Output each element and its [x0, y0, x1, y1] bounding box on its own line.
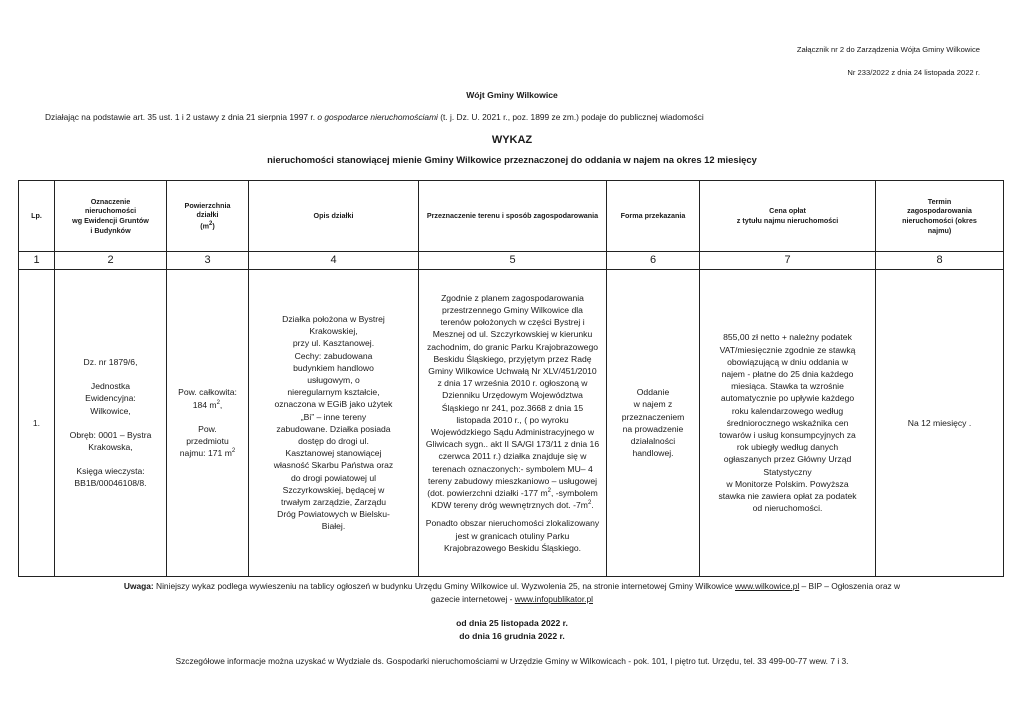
- col-description-header: Opis działki: [249, 181, 419, 252]
- cell-line: terenów położonych w części Bystrej i: [440, 317, 585, 328]
- note-line-2: gazecie internetowej -: [430, 593, 515, 604]
- table-header-row: [19, 181, 1004, 252]
- table-row: [19, 269, 1004, 576]
- area-sup: 2: [216, 399, 220, 406]
- cell-line: przy ul. Kasztanowej.: [292, 338, 375, 349]
- intro-text: [45, 112, 704, 122]
- cell-line: w Monitorze Polskim. Powyższa: [726, 478, 849, 489]
- header-line: z tytułu najmu nieruchomości: [736, 216, 839, 225]
- cell-line: trwałym zarządzie, Zarządu: [280, 497, 387, 508]
- document-title: WYKAZ: [491, 134, 533, 146]
- cell-line: Dróg Powiatowych w Bielsku-: [277, 509, 390, 520]
- column-number: 1: [19, 252, 55, 270]
- cell-line: VAT/miesięcznie zgodnie ze stawką: [719, 344, 856, 355]
- cell-line: Pow.: [198, 423, 217, 434]
- header-unit: [170, 220, 245, 231]
- total-area: 184 $m^2$,: [192, 399, 223, 410]
- cell-line: usługowym, o: [307, 375, 360, 386]
- term-cell: Na 12 miesięcy .: [876, 269, 1004, 576]
- cell-line: miesiąca. Stawka ta wzrośnie: [731, 381, 844, 392]
- column-number: 8: [876, 252, 1004, 270]
- cell-line: Krakowskiej,: [309, 326, 358, 337]
- header-line: Cena opłat: [769, 206, 806, 216]
- column-number: 3: [167, 252, 249, 270]
- col-purpose-header: Przeznaczenie terenu i sposób zagospodarowania: [419, 181, 607, 252]
- cell-line: roku kalendarzowego według: [731, 405, 844, 416]
- header-line: wg Ewidencji Gruntów: [72, 216, 149, 225]
- cell-line: Oddanie: [636, 387, 670, 398]
- cell-line: Obręb: 0001 – Bystra: [69, 429, 152, 440]
- cell-line: na prowadzenie: [622, 423, 684, 434]
- cell-line: Gminy Wilkowice Uchwałą Nr XLV/451/2010: [428, 365, 597, 376]
- plot-number: Dz. nr 1879/6,: [83, 357, 138, 368]
- cell-line: czerwca 2011 r.) działka znajduje się w: [438, 451, 587, 462]
- cell-line: oznaczona w EGiB jako użytek: [274, 399, 393, 410]
- intro-prefix: Działając na podstawie art. 35 ust. 1 i 2 ustawy z dnia 21 sierpnia 1997 r.: [45, 112, 318, 122]
- cell-line: towarów i usług konsumpcyjnych za: [719, 429, 856, 440]
- cell-line: Szczyrkowskiej, będącej w: [282, 484, 385, 495]
- col-designation-header: [55, 181, 167, 252]
- cell-line: przeznaczeniem: [621, 411, 685, 422]
- cell-line: Gliwicach sygn.. akt II SA/Gl 173/11 z dnia 16: [425, 439, 600, 450]
- line-sup: 2: [547, 488, 551, 495]
- header-line: Powierzchnia: [184, 200, 231, 210]
- header-line: i Budynków: [90, 225, 131, 235]
- cell-line: Dzienniku Urzędowym Województwa: [442, 390, 583, 401]
- cell-line: Ewidencyjna:: [85, 393, 136, 404]
- header-line: działki: [196, 210, 219, 220]
- column-number: 2: [55, 252, 167, 270]
- cell-line: do drogi powiatowej ul: [290, 472, 377, 483]
- document-subtitle: nieruchomości stanowiącej mienie Gminy Wilkowice przeznaczonej do oddania w najem na okres 12 miesięcy: [267, 154, 757, 165]
- column-number: 6: [607, 252, 700, 270]
- wilkowice-link[interactable]: www.wilkowice.pl: [735, 581, 800, 591]
- cell-line: jest w granicach otuliny Parku: [455, 530, 570, 541]
- header-line: Oznaczenie: [90, 196, 131, 206]
- cell-line: w najem z: [633, 399, 673, 410]
- cell-line: Wilkowice,: [90, 405, 131, 416]
- date-to: do dnia 16 grudnia 2022 r.: [459, 631, 565, 641]
- cell-line: zachodnim, do granic Parku Krajobrazowego: [426, 341, 598, 352]
- cell-line: Śląskiego nr 241, poz.3668 z dnia 15: [441, 402, 584, 413]
- col-area-header: [167, 181, 249, 252]
- issuer: Wójt Gminy Wilkowice: [466, 90, 558, 100]
- area-cell: [167, 269, 249, 576]
- col-term-header: [876, 181, 1004, 252]
- header-line: najmu): [927, 225, 952, 235]
- description-cell: [249, 269, 419, 576]
- price-cell: [700, 269, 876, 576]
- cell-line: przestrzennego Gminy Wilkowice dla: [442, 304, 583, 315]
- cell-line: Mesznej od ul. Szczyrkowskiej w kierunku: [432, 329, 593, 340]
- cell-line: automatycznie po upływie każdego: [720, 393, 855, 404]
- cell-line: [422, 487, 603, 499]
- cell-line: Działka położona w Bystrej: [282, 314, 385, 325]
- intro-suffix: (t. j. Dz. U. 2021 r., poz. 1899 ze zm.) podaje do publicznej wiadomości: [437, 112, 704, 122]
- line-text: , -symbolem: [550, 487, 598, 498]
- header-line: Termin: [927, 196, 952, 206]
- note-text-2: – BIP – Ogłoszenia oraz w: [799, 581, 901, 591]
- subject-area: [170, 447, 245, 459]
- contact-info: Szczegółowe informacje można uzyskać w Wydziale ds. Gospodarki nieruchomościami w Urzędzie Gminy w Wilkowicach - pok. 101, I piętro tut. Urzędu, tel. 33 499-00-77 wew. 7 i 3.: [175, 656, 849, 666]
- col-form-header: Forma przekazania: [607, 181, 700, 252]
- cell-line: własność Skarbu Państwa oraz: [273, 460, 394, 471]
- cell-line: 855,00 zł netto + należny podatek: [723, 332, 852, 343]
- cell-line: Statystyczny: [763, 466, 812, 477]
- cell-line: obowiązującą w dniu oddania w: [727, 356, 848, 367]
- intro-italic: o gospodarce nieruchomościami: [317, 112, 438, 122]
- cell-line: nieregularnym kształcie,: [287, 387, 380, 398]
- cell-line: Krajobrazowego Beskidu Śląskiego.: [443, 542, 582, 553]
- cell-line: tereny zabudowy mieszkaniowo – usługowej: [427, 475, 598, 486]
- line-text: KDW tereny dróg wewnętrznych dot. -7m: [431, 500, 588, 511]
- area-sup: 2: [231, 448, 236, 455]
- cell-line: rok ubiegły według danych: [736, 442, 839, 453]
- cell-line: Księga wieczysta:: [76, 466, 145, 477]
- header-line: zagospodarowania: [907, 206, 972, 216]
- cell-line: Beskidu Śląskiego, przyjętym przez Radę: [433, 353, 592, 364]
- cell-line: przedmiotu: [186, 435, 229, 446]
- line-text: .: [591, 500, 594, 511]
- property-table: [18, 180, 1004, 577]
- column-number: 7: [700, 252, 876, 270]
- note-paragraph: [30, 580, 994, 605]
- unit-sup: 2: [209, 221, 213, 228]
- cell-line: zabudowane. Działka posiada: [276, 423, 391, 434]
- cell-line: Krakowska,: [88, 442, 133, 453]
- cell-line: Pow. całkowita:: [178, 387, 237, 398]
- cell-line: Jednostka: [90, 381, 131, 392]
- column-number: 4: [249, 252, 419, 270]
- area-value: najmu: 171 m: [179, 448, 232, 459]
- cell-line: budynkiem handlowo: [293, 362, 374, 373]
- area-value: 184 m: [192, 399, 217, 410]
- note-label: Uwaga:: [123, 581, 154, 591]
- cell-line: średniorocznego wskaźnika cen: [726, 417, 849, 428]
- purpose-cell: [419, 269, 607, 576]
- cell-line: działalności: [630, 436, 676, 447]
- cell-line: dostęp do drogi ul.: [298, 436, 369, 447]
- cell-line: Cechy: zabudowana: [294, 350, 373, 361]
- cell-line: Wojewódzkiego Sądu Administracyjnego w: [430, 426, 595, 437]
- cell-line: najem - płatne do 25 dnia każdego: [721, 368, 854, 379]
- form-cell: [607, 269, 700, 576]
- land-register-number: BB1B/00046108/8.: [74, 478, 147, 489]
- designation-cell: [55, 269, 167, 576]
- column-number: 5: [419, 252, 607, 270]
- infopublikator-link[interactable]: www.infopublikator.pl: [514, 593, 593, 604]
- unit-text: (m: [200, 221, 210, 231]
- date-from: od dnia 25 listopada 2022 r.: [456, 618, 568, 628]
- note-text: Niniejszy wykaz podlega wywieszeniu na tablicy ogłoszeń w budynku Urzędu Gminy Wilkowice ul. Wyzwolenia 25, na stronie internetowej Gminy Wilkowice: [153, 581, 735, 591]
- cell-line: ogłaszanych przez Główny Urząd: [723, 454, 852, 465]
- col-lp-header: Lp.: [19, 181, 55, 252]
- line-sup: 2: [587, 500, 592, 507]
- line-text: (dot. powierzchni działki -177 m: [427, 487, 548, 498]
- cell-line: listopada 2010 r., ( po wyroku: [456, 414, 569, 425]
- cell-line: „Bi” – inne tereny: [300, 411, 367, 422]
- cell-line: terenach oznaczonych:- symbolem MU– 4: [432, 463, 593, 474]
- header-line: nieruchomości (okres: [902, 216, 977, 225]
- cell-line: Ponadto obszar nieruchomości zlokalizowany: [425, 518, 600, 529]
- cell-line: [422, 499, 603, 511]
- attachment-line-1: Załącznik nr 2 do Zarządzenia Wójta Gminy Wilkowice: [796, 45, 980, 54]
- cell-line: handlowej.: [632, 448, 674, 459]
- cell-line: stawka nie zawiera opłat za podatek: [718, 490, 857, 501]
- unit-close: ): [212, 221, 215, 231]
- cell-line: Zgodnie z planem zagospodarowania: [441, 292, 584, 303]
- attachment-line-2: Nr 233/2022 z dnia 24 listopada 2022 r.: [847, 68, 980, 77]
- col-price-header: [700, 181, 876, 252]
- header-line: nieruchomości: [84, 206, 137, 216]
- cell-line: Białej.: [321, 521, 346, 532]
- cell-line: Kasztanowej stanowiącej: [285, 448, 382, 459]
- cell-line: od nieruchomości.: [752, 503, 823, 514]
- cell-line: z dnia 17 września 2010 r. ogłoszoną w: [437, 378, 588, 389]
- row-lp: 1.: [19, 269, 55, 576]
- column-number-row: [19, 252, 1004, 270]
